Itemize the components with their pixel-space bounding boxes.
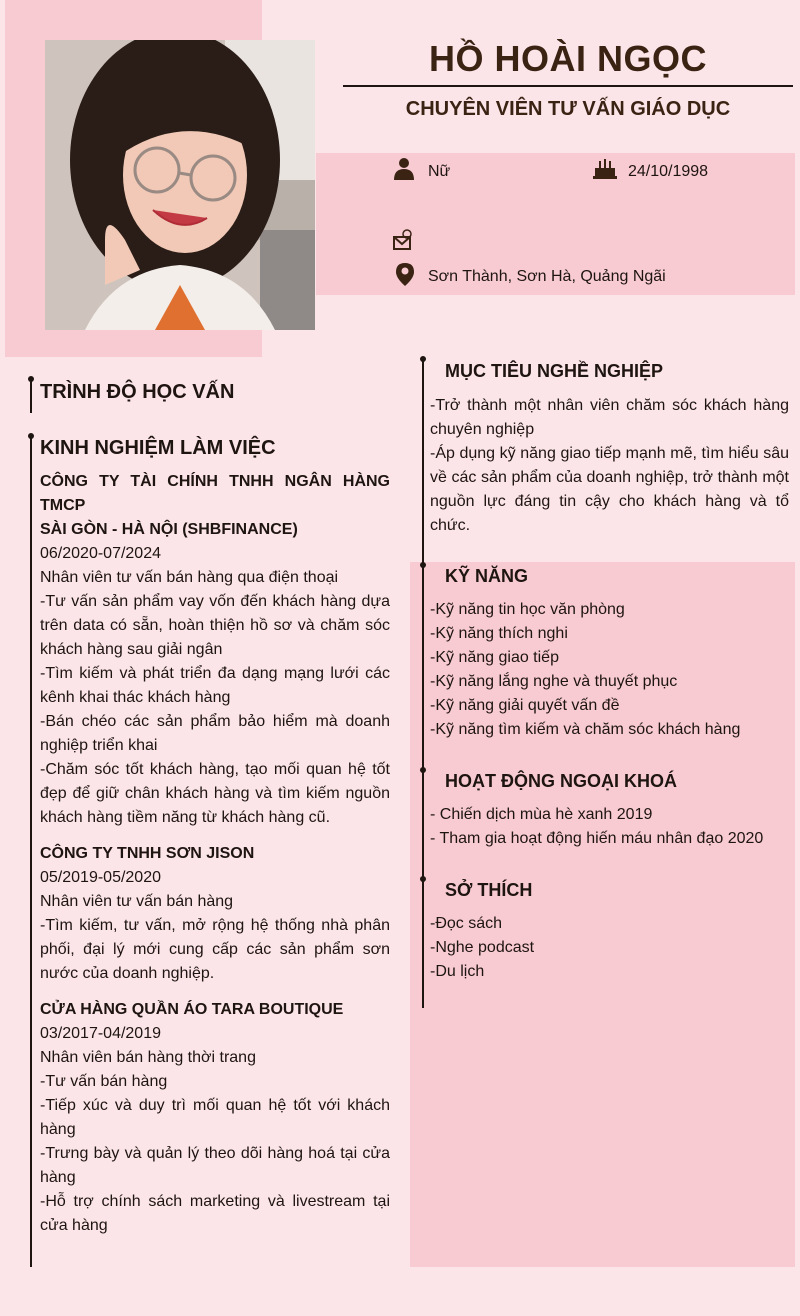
job-duty: -Hỗ trợ chính sách marketing và livestream tại cửa hàng <box>40 1193 390 1234</box>
job-period: 06/2020-07/2024 <box>40 545 161 562</box>
timeline-dot <box>420 356 426 362</box>
timeline-dot <box>420 562 426 568</box>
objective-list <box>430 394 789 538</box>
activity-item: - Chiến dịch mùa hè xanh 2019 <box>430 806 653 823</box>
job-duty: -Tư vấn sản phẩm vay vốn đến khách hàng dựa trên data có sẵn, hoàn thiện hồ sơ và chăm sóc khách hàng sau giải ngân <box>40 593 390 658</box>
skill-item: -Kỹ năng tìm kiếm và chăm sóc khách hàng <box>430 721 741 738</box>
address-value: Sơn Thành, Sơn Hà, Quảng Ngãi <box>428 268 666 285</box>
job-duty: -Tư vấn bán hàng <box>40 1073 168 1090</box>
skill-item: -Kỹ năng thích nghi <box>430 625 568 642</box>
profile-photo <box>45 40 315 330</box>
job-role: Nhân viên tư vấn bán hàng <box>40 893 234 910</box>
experience-list <box>40 470 390 1238</box>
name-underline <box>343 85 793 87</box>
skill-item: -Kỹ năng giao tiếp <box>430 649 559 666</box>
hobbies-title: SỞ THÍCH <box>445 880 533 900</box>
job-duty: -Tìm kiếm, tư vấn, mở rộng hệ thống nhà phân phối, đại lý mới cung cấp các sản phẩm sơn nước của doanh nghiệp. <box>40 917 390 982</box>
objective-title: MỤC TIÊU NGHỀ NGHIỆP <box>445 361 664 381</box>
job-duty: -Tiếp xúc và duy trì mối quan hệ tốt với khách hàng <box>40 1097 390 1138</box>
hobbies-list <box>430 912 789 984</box>
skill-item: -Kỹ năng lắng nghe và thuyết phục <box>430 673 678 690</box>
skills-title: KỸ NĂNG <box>445 566 529 586</box>
skill-item: -Kỹ năng giải quyết vấn đề <box>430 697 620 714</box>
objective-item: -Trở thành một nhân viên chăm sóc khách hàng chuyên nghiệp <box>430 397 789 438</box>
company-name: CÔNG TY TNHH SƠN JISON <box>40 845 255 862</box>
job-period: 03/2017-04/2019 <box>40 1025 161 1042</box>
objective-item: -Áp dụng kỹ năng giao tiếp mạnh mẽ, tìm hiểu sâu về các sản phẩm của doanh nghiệp, trở thành một nguồn lực đáng tin cậy cho khách hàng và tổ chức. <box>430 445 789 534</box>
person-icon <box>392 156 416 180</box>
job-role: Nhân viên bán hàng thời trang <box>40 1049 256 1066</box>
company-name-line2: SÀI GÒN - HÀ NỘI (SHBFINANCE) <box>40 521 298 538</box>
hobby-item: -Đọc sách <box>430 915 503 932</box>
mail-icon <box>392 228 416 252</box>
location-pin-icon <box>394 262 418 286</box>
experience-title: KINH NGHIỆM LÀM VIỆC <box>40 437 276 459</box>
timeline-line-right <box>422 358 424 1008</box>
timeline-line-education <box>30 378 32 413</box>
cake-icon <box>593 156 617 180</box>
timeline-dot <box>28 433 34 439</box>
timeline-dot <box>420 767 426 773</box>
job-role: Nhân viên tư vấn bán hàng qua điện thoại <box>40 569 339 586</box>
activity-item: - Tham gia hoạt động hiến máu nhân đạo 2020 <box>430 830 764 847</box>
birthday-value: 24/10/1998 <box>628 163 709 180</box>
hobby-item: -Du lịch <box>430 963 485 980</box>
timeline-line-experience <box>30 435 32 1267</box>
activities-title: HOẠT ĐỘNG NGOẠI KHOÁ <box>445 771 677 791</box>
candidate-name: HỒ HOÀI NGỌC <box>428 38 707 79</box>
job-title: CHUYÊN VIÊN TƯ VẤN GIÁO DỤC <box>405 98 731 120</box>
job-duty: -Trưng bày và quản lý theo dõi hàng hoá tại cửa hàng <box>40 1145 390 1186</box>
skill-item: -Kỹ năng tin học văn phòng <box>430 601 625 618</box>
job-duty: -Bán chéo các sản phẩm bảo hiểm mà doanh nghiệp triển khai <box>40 713 390 754</box>
hobby-item: -Nghe podcast <box>430 939 535 956</box>
education-title: TRÌNH ĐỘ HỌC VẤN <box>40 381 235 403</box>
job-duty: -Tìm kiếm và phát triển đa dạng mạng lưới các kênh khai thác khách hàng <box>40 665 390 706</box>
activities-list <box>430 803 792 851</box>
job-duty: -Chăm sóc tốt khách hàng, tạo mối quan hệ tốt đẹp để giữ chân khách hàng và tìm kiếm nguồn khách hàng tiềm năng từ khách hàng cũ. <box>40 761 390 826</box>
gender-value: Nữ <box>428 163 451 180</box>
company-name: CỬA HÀNG QUẦN ÁO TARA BOUTIQUE <box>40 1001 344 1018</box>
skills-list <box>430 598 789 742</box>
timeline-dot <box>420 876 426 882</box>
company-name: CÔNG TY TÀI CHÍNH TNHH NGÂN HÀNG TMCP <box>40 473 390 514</box>
timeline-dot <box>28 376 34 382</box>
job-period: 05/2019-05/2020 <box>40 869 161 886</box>
